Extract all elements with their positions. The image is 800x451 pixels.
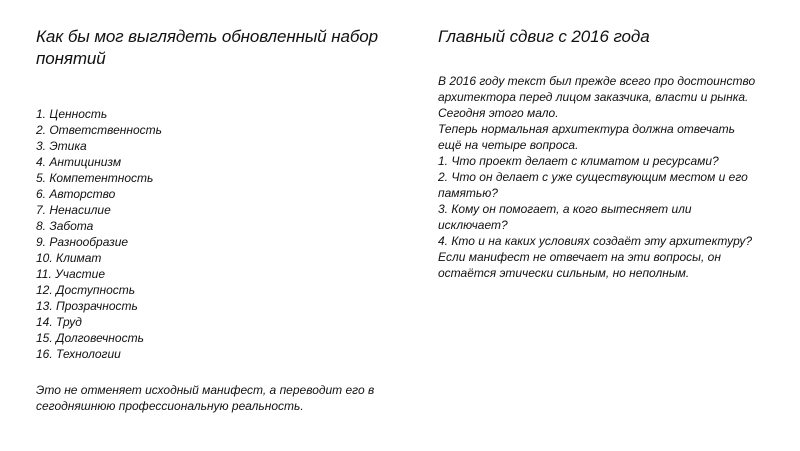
concept-item: 1. Ценность — [36, 107, 108, 121]
left-footnote: Это не отменяет исходный манифест, а переводит его в сегодняшнюю профессиональную реальность. — [36, 383, 375, 413]
concept-item: 3. Этика — [36, 139, 87, 153]
body-line: Теперь нормальная архитектура должна отвечать — [438, 122, 735, 136]
right-column — [438, 0, 788, 281]
concept-item: 15. Долговечность — [36, 331, 144, 345]
body-line: исключает? — [438, 218, 508, 232]
concept-item: 10. Климат — [36, 251, 102, 265]
concept-item: 13. Прозрачность — [36, 299, 138, 313]
body-line: архитектора перед лицом заказчика, власти и рынка. — [438, 90, 749, 104]
body-line: ещё на четыре вопроса. — [438, 138, 579, 152]
concept-item: 7. Ненасилие — [36, 203, 111, 217]
body-line: 3. Кому он помогает, а кого вытесняет или — [438, 202, 692, 216]
body-line: памятью? — [438, 186, 498, 200]
concept-item: 12. Доступность — [36, 283, 136, 297]
concept-item: 16. Технологии — [36, 347, 121, 361]
body-line: остаётся этически сильным, но неполным. — [438, 266, 690, 280]
concept-item: 11. Участие — [36, 267, 106, 281]
body-line: 2. Что он делает с уже существующим местом и его — [438, 170, 748, 184]
concept-item: 14. Труд — [36, 315, 82, 329]
body-line: Сегодня этого мало. — [438, 106, 559, 120]
left-column — [36, 0, 406, 426]
body-line: 1. Что проект делает с климатом и ресурсами? — [438, 154, 719, 168]
concept-item: 2. Ответственность — [36, 123, 162, 137]
concept-item: 9. Разнообразие — [36, 235, 129, 249]
body-line: В 2016 году текст был прежде всего про достоинство — [438, 74, 756, 88]
concept-item: 5. Компетентность — [36, 171, 154, 185]
concept-item: 8. Забота — [36, 219, 94, 233]
body-line: 4. Кто и на каких условиях создаёт эту архитектуру? — [438, 234, 753, 248]
concept-list — [36, 106, 406, 362]
concept-item: 4. Антицинизм — [36, 155, 122, 169]
right-body — [438, 73, 788, 281]
left-heading: Как бы мог выглядеть обновленный набор понятий — [36, 27, 379, 68]
body-line: Если манифест не отвечает на эти вопросы, он — [438, 250, 721, 264]
right-heading: Главный сдвиг с 2016 года — [438, 27, 650, 46]
concept-item: 6. Авторство — [36, 187, 116, 201]
